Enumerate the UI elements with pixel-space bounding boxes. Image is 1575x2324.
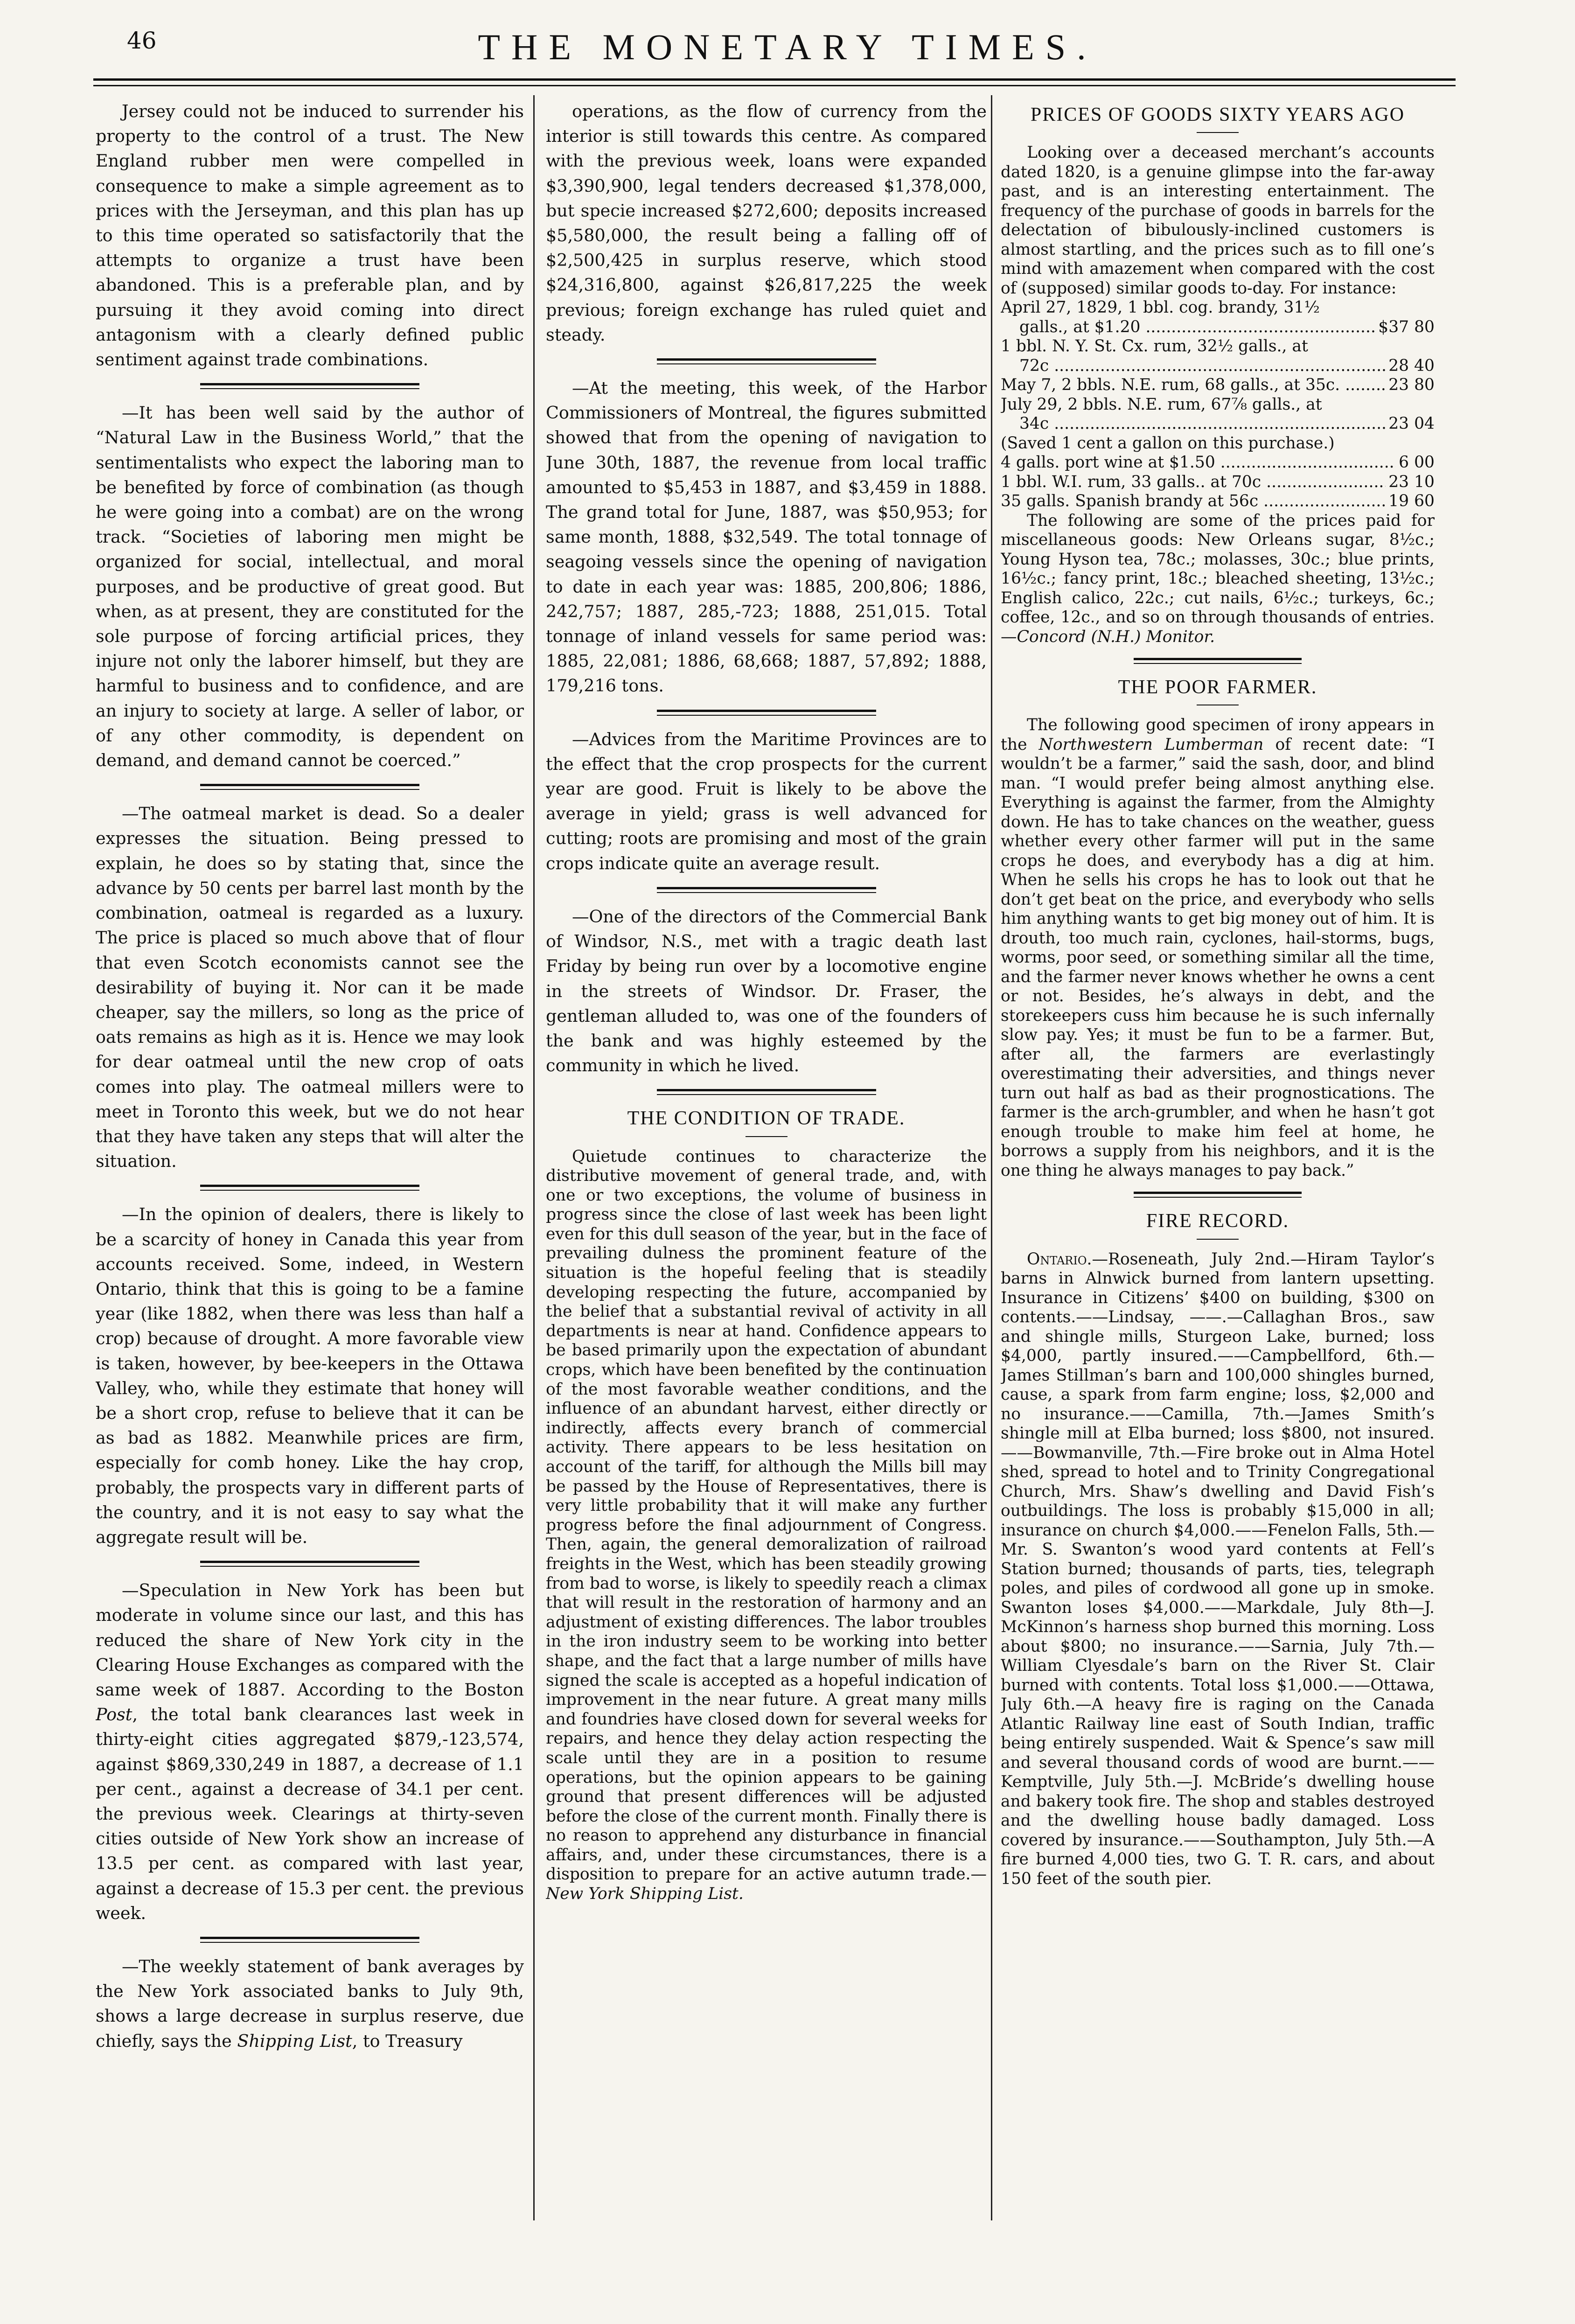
article-poor-farmer: The following good specimen of irony appears in the Northwestern Lumberman of recent date: “I wouldn’t be a farmer,” said the sash, door, and blind man. “I would prefer being almost anything else. Everything is against the farmer, from the Almighty down. He has to take chances on the weather, guess whether every other farmer will put in the same crops he does, and everybody has a dig at him. When he sells his crops he has to look out that he don’t get beat on the price, and everybody who sells him anything wants to get big money out of him. It is drouth, too much rain, cyclones, hail-storms, bugs, worms, poor seed, or something similar all the time, and the farmer never knows whether he owns a cent or not. Besides, he’s always in debt, and the storekeepers cuss him because he is such infernally slow pay. Yes; it must be fun to be a farmer. But, after all, the farmers are everlastingly overestimating their adversities, and things never turn out half as bad as their prognostications. The farmer is the arch-grumbler, and when he hasn’t got enough trouble to make him feel at home, he borrows a supply from his neighbors, and it is the one thing he always manages to pay back.” (1001, 716, 1435, 1180)
article-harbor-commissioners: —At the meeting, this week, of the Harbor Commissioners of Montreal, the figures submitted showed that from the opening of navigation to June 30th, 1887, the revenue from local traffic amounted to $5,453 in 1887, and $3,459 in 1888. The grand total for June, 1887, was $50,953; for same month, 1888, $32,549. The total tonnage of seagoing vessels since the opening of navigation to date in each year was: 1885, 200,806; 1886, 242,757; 1887, 285,-723; 1888, 251,015. Total tonnage of inland vessels for same period was: 1885, 22,081; 1886, 68,668; 1887, 57,892; 1888, 179,216 tons. (546, 378, 987, 696)
article-commercial-bank: —One of the directors of the Commercial Bank of Windsor, N.S., met with a tragic death last Friday by being run over by a locomotive engine in the streets of Windsor. Dr. Fraser, the gentleman alluded to, was one of the founders of the bank and was highly esteemed by the community in which he lived. (546, 906, 987, 1076)
section-separator (200, 1185, 419, 1191)
section-separator (657, 358, 876, 364)
price-entry-line: April 27, 1829, 1 bbl. cog. brandy, 31½ (1001, 298, 1320, 317)
heading-rule (1197, 132, 1239, 133)
article-trust: Jersey could not be induced to surrender his property to the control of a trust. The New England rubber men were compelled in consequence to make a simple agreement as to prices with the Jerseyman, and this plan has up to this time operated so satisfactorily that the attempts to organize a trust have been abandoned. This is a preferable plan, and by pursuing it they avoid coming into direct antagonism with a clearly defined public sentiment against trade combinations. (96, 101, 524, 370)
price-amount: 23 10 (1388, 472, 1435, 491)
heading-fire-record: FIRE RECORD. (1146, 1210, 1289, 1232)
price-amount: 19 60 (1388, 492, 1435, 511)
article-bank-averages: —The weekly statement of bank averages by the New York associated banks to July 9th, shows a large decrease in surplus reserve, due chiefly, says the Shipping List, to Treasury (96, 1956, 524, 2051)
heading-poor-farmer: THE POOR FARMER. (1118, 677, 1317, 698)
masthead-rule-bottom (93, 85, 1456, 86)
section-separator (657, 1089, 876, 1095)
article-honey: —In the opinion of dealers, there is likely to be a scarcity of honey in Canada this year from accounts received. Some, indeed, in Western Ontario, think that this is going to be a famine year (like 1882, when there was less than half a crop) because of drought. A more favorable view is taken, however, by bee-keepers in the Ottawa Valley, who, while they estimate that honey will be a short crop, refuse to believe that it can be as bad as 1882. Meanwhile prices are firm, especially for comb honey. Like the hay crop, probably, the prospects vary in different parts of the country, and it is not easy to say what the aggregate result will be. (96, 1204, 524, 1547)
column-2 (546, 99, 987, 2224)
price-label: 35 galls. Spanish brandy at 56c ..... (1001, 492, 1386, 511)
price-entry (1001, 337, 1435, 376)
column-divider-1 (533, 95, 535, 2220)
column-3 (1001, 99, 1435, 2224)
page-number: 46 (127, 27, 157, 54)
masthead-rule-top (93, 78, 1456, 81)
price-label: 72c ..... (1019, 356, 1386, 376)
price-entry (1001, 298, 1435, 337)
section-separator (1134, 658, 1302, 664)
price-label: 1 bbl. W.I. rum, 33 galls.. at 70c ..... (1001, 473, 1386, 492)
price-entry (1001, 492, 1435, 511)
price-note: (Saved 1 cent a gallon on this purchase.) (1001, 433, 1335, 453)
price-entry (1001, 453, 1435, 473)
price-label: 34c ..... (1019, 414, 1386, 434)
section-separator (200, 383, 419, 389)
price-label: May 7, 2 bbls. N.E. rum, 68 galls., at 35c. ..... (1001, 376, 1386, 395)
price-entry-line: July 29, 2 bbls. N.E. rum, 67⅞ galls., at (1001, 395, 1322, 414)
heading-condition-of-trade: THE CONDITION OF TRADE. (627, 1108, 906, 1130)
price-amount: 6 00 (1399, 453, 1435, 472)
column-divider-2 (991, 95, 992, 2220)
prices-miscellaneous: The following are some of the prices paid for miscellaneous goods: New Orleans sugar, 8½c.; Young Hyson tea, 78c.; molasses, 30c.; blue prints, 16½c.; fancy print, 18c.; bleached sheeting, 13½c.; English calico, 22c.; cut nails, 6½c.; turkeys, 6c.; coffee, 12c., and so on through thousands of entries.—Concord (N.H.) Monitor. (1001, 511, 1435, 646)
price-label: galls., at $1.20 ..... (1019, 318, 1375, 337)
price-entry (1001, 376, 1435, 395)
section-separator (1134, 1192, 1302, 1198)
price-entry (1001, 473, 1435, 492)
masthead-title: THE MONETARY TIMES. (478, 27, 1097, 67)
price-amount: 23 04 (1388, 414, 1435, 433)
section-separator (657, 710, 876, 716)
article-natural-law: —It has been well said by the author of “Natural Law in the Business World,” that the sentimentalists who expect the laboring man to be benefited by force of combination (as though he were going into a combat) are on the wrong track. “Societies of laboring men might be organized for social, intellectual, and moral purposes, and be productive of great good. But when, as at present, they are constituted for the sole purpose of forcing artificial prices, they injure not only the laborer himself, but they are harmful to business and to confidence, and are an injury to society at large. A seller of labor, or of any other commodity, is dependent on demand, and demand cannot be coerced.” (96, 403, 524, 771)
section-separator (200, 1561, 419, 1567)
price-amount: $37 80 (1378, 317, 1435, 336)
column-1 (96, 99, 524, 2224)
price-entry (1001, 395, 1435, 434)
price-label: 4 galls. port wine at $1.50 ..... (1001, 453, 1396, 473)
article-maritime-crops: —Advices from the Maritime Provinces are to the effect that the crop prospects for the current year are good. Fruit is likely to be above the average in yield; grass is well advanced for cutting; roots are promising and most of the grain crops indicate quite an average result. (546, 729, 987, 873)
price-entry-line: 1 bbl. N. Y. St. Cx. rum, 32½ galls., at (1001, 337, 1308, 356)
section-separator (200, 784, 419, 790)
article-condition-of-trade: Quietude continues to characterize the distributive movement of general trade, and, with one or two exceptions, the volume of business in progress since the close of last week has been light even for this dull season of the year, but in the face of prevailing dulness the prominent feature of the situation is the hopeful feeling that is steadily developing respecting the future, accompanied by the belief that a substantial revival of activity in all departments is near at hand. Confidence appears to be based primarily upon the expectation of abundant crops, which have been benefited by the continuation of the most favorable weather conditions, and the influence of an abundant harvest, either directly or indirectly, affects every branch of commercial activity. There appears to be less hesitation on account of the tariff, for although the Mills bill may be passed by the House of Representatives, there is very little probability that it will make any further progress before the final adjournment of Congress. Then, again, the general demoralization of railroad freights in the West, which has been steadily growing from bad to worse, is likely to speedily reach a climax that will result in the restoration of harmony and an adjustment of existing differences. The labor troubles in the iron industry seem to be working into better shape, and the fact that a large number of mills have signed the scale is accepted as a hopeful indication of improvement in the near future. A great many mills and foundries have closed down for several weeks for repairs, and hence they delay action respecting the scale until they are in a position to resume operations, but the opinion appears to be gaining ground that present differences will be adjusted before the close of the current month. Finally there is no reason to apprehend any disturbance in financial affairs, and, under these circumstances, there is a disposition to prepare for an active autumn trade.—New York Shipping List. (546, 1147, 987, 1904)
section-separator (657, 887, 876, 893)
article-oatmeal: —The oatmeal market is dead. So a dealer expresses the situation. Being pressed to explain, he does so by stating that, since the advance by 50 cents per barrel last month by the combination, oatmeal is regarded as a luxury. The price is placed so much above that of flour that even Scotch economists cannot see the desirability of buying it. Nor can it be made cheaper, say the millers, so long as the price of oats remains as high as it is. Hence we may look for dear oatmeal until the new crop of oats comes into play. The oatmeal millers were to meet in Toronto this week, but we do not hear that they have taken any steps that will alter the situation. (96, 803, 524, 1172)
price-amount: 23 80 (1388, 376, 1435, 395)
section-separator (200, 1937, 419, 1943)
heading-rule (746, 1136, 788, 1137)
price-amount: 28 40 (1388, 356, 1435, 375)
article-fire-record: Ontario.—Roseneath, July 2nd.—Hiram Taylor’s barns in Alnwick burned from lantern upsetting. Insurance in Citizens’ $400 on building, $300 on contents.——Lindsay, ——.—Callaghan Bros., saw and shingle mills, Sturgeon Lake, burned; loss $4,000, partly insured.——Campbellford, 6th.—James Stillman’s barn and 100,000 shingles burned, cause, a spark from farm engine; loss, $2,000 and no insurance.——Camilla, 7th.—James Smith’s shingle mill at Elba burned; loss $800, not insured.——Bowmanville, 7th.—Fire broke out in Alma Hotel shed, spread to hotel and to Trinity Congregational Church, Mrs. Shaw’s dwelling and David Fish’s outbuildings. The loss is probably $15,000 in all; insurance on church $4,000.——Fenelon Falls, 5th.—Mr. S. Swanton’s wood yard contents at Fell’s Station burned; thousands of parts, ties, telegraph poles, and piles of cordwood all gone up in smoke. Swanton loses $4,000.——Markdale, July 8th—J. McKinnon’s harness shop burned this morning. Loss about $800; no insurance.——Sarnia, July 7th.—William Clyesdale’s barn on the River St. Clair burned with contents. Total loss $1,000.——Ottawa, July 6th.—A heavy fire is raging on the Canada Atlantic Railway line east of South Indian, traffic being entirely suspended. Wait & Spence’s saw mill and several thousand cords of wood are burnt.——Kemptville, July 5th.—J. McBride’s dwelling house and bakery took fire. The shop and stables destroyed and the dwelling house badly damaged. Loss covered by insurance.——Southampton, July 5th.—A fire burned 4,000 ties, two G. T. R. cars, and about 150 feet of the south pier. (1001, 1249, 1435, 1888)
article-speculation: —Speculation in New York has been but moderate in volume since our last, and this has reduced the share of New York city in the Clearing House Exchanges as compared with the same week of 1887. According to the Boston Post, the total bank clearances last week in thirty-eight cities aggregated $879,-123,574, against $869,330,249 in 1887, a decrease of 1.1 per cent., against a decrease of 34.1 per cent. the previous week. Clearings at thirty-seven cities outside of New York show an increase of 13.5 per cent. as compared with last year, against a decrease of 15.3 per cent. the previous week. (96, 1580, 524, 1923)
prices-intro: Looking over a deceased merchant’s accounts dated 1820, is a genuine glimpse into the far-away past, and is an interesting entertainment. The frequency of the purchase of goods in barrels for the delectation of bibulously-inclined customers is almost startling, and the prices such as to fill one’s mind with amazement when compared with the cost of (supposed) similar goods to-day. For instance: (1001, 143, 1435, 298)
heading-rule (1197, 1239, 1239, 1240)
heading-prices-sixty-years: PRICES OF GOODS SIXTY YEARS AGO (1030, 104, 1405, 126)
article-bank-averages-continued: operations, as the flow of currency from the interior is still towards this centre. As compared with the previous week, loans were expanded $3,390,900, legal tenders decreased $1,378,000, but specie increased $272,600; deposits increased $5,580,000, the result being a falling off of $2,500,425 in surplus reserve, which stood $24,316,800, against $26,817,225 the week previous; foreign exchange has ruled quiet and steady. (546, 101, 987, 345)
